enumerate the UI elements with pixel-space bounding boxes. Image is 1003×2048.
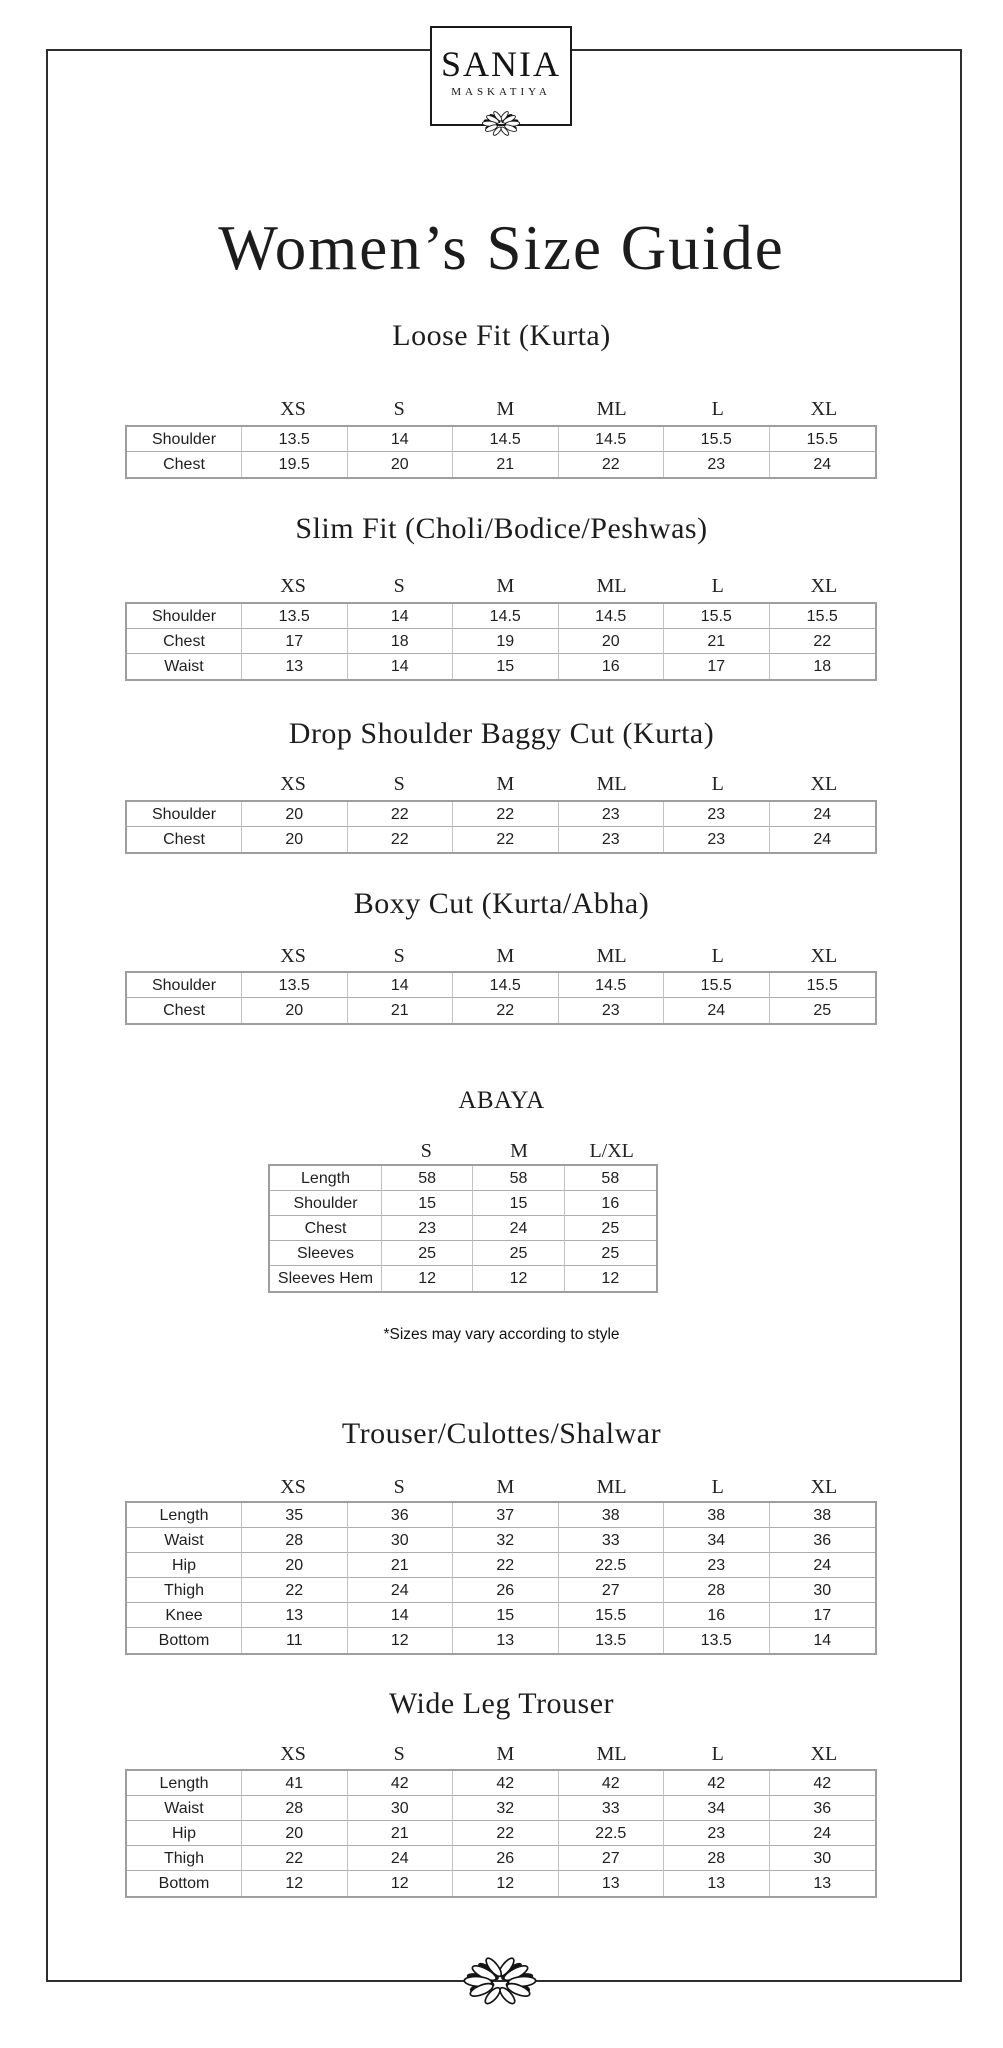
row-label-cell: Bottom	[127, 1628, 242, 1653]
size-value-cell: 13.5	[242, 973, 348, 998]
brand-subtitle: MASKATIYA	[451, 86, 551, 98]
size-value-cell: 16	[559, 654, 665, 679]
size-value-cell: 15.5	[770, 973, 876, 998]
size-table-loose-fit	[125, 425, 877, 479]
size-value-cell: 22	[453, 1821, 559, 1846]
size-value-cell: 13	[559, 1871, 665, 1896]
size-value-cell: 15.5	[664, 427, 770, 452]
size-value-cell: 25	[382, 1241, 473, 1266]
section-heading-loose-fit: Loose Fit (Kurta)	[392, 319, 611, 352]
size-value-cell: 23	[664, 1821, 770, 1846]
size-header-row-loose-fit	[125, 396, 877, 422]
row-label-cell: Length	[127, 1503, 242, 1528]
size-header-label: L	[711, 773, 724, 795]
row-label-cell: Length	[127, 1771, 242, 1796]
size-value-cell: 24	[770, 802, 876, 827]
brand-logo-box	[430, 26, 572, 126]
size-table-drop-shoulder	[125, 800, 877, 854]
size-value-cell: 27	[559, 1846, 665, 1871]
size-header-label: XS	[280, 575, 306, 597]
size-value-cell: 23	[559, 998, 665, 1023]
size-value-cell: 14	[348, 973, 454, 998]
size-value-cell: 38	[559, 1503, 665, 1528]
size-value-cell: 13	[453, 1628, 559, 1653]
size-value-cell: 18	[348, 629, 454, 654]
size-value-cell: 22	[453, 1553, 559, 1578]
row-label-cell: Sleeves	[270, 1241, 382, 1266]
size-value-cell: 14.5	[559, 427, 665, 452]
row-label-cell: Thigh	[127, 1578, 242, 1603]
size-value-cell: 42	[453, 1771, 559, 1796]
size-value-cell: 13.5	[242, 427, 348, 452]
size-value-cell: 15.5	[770, 604, 876, 629]
size-value-cell: 28	[664, 1578, 770, 1603]
size-value-cell: 22	[453, 998, 559, 1023]
size-value-cell: 14.5	[559, 973, 665, 998]
size-value-cell: 22	[453, 802, 559, 827]
size-header-row-wide-leg	[125, 1741, 877, 1767]
size-value-cell: 24	[348, 1578, 454, 1603]
size-value-cell: 13.5	[664, 1628, 770, 1653]
size-value-cell: 23	[664, 1553, 770, 1578]
laurel-leaves-icon	[468, 110, 534, 138]
size-value-cell: 27	[559, 1578, 665, 1603]
size-value-cell: 20	[242, 1821, 348, 1846]
size-value-cell: 12	[348, 1628, 454, 1653]
section-heading-abaya: ABAYA	[458, 1087, 545, 1114]
size-value-cell: 30	[348, 1528, 454, 1553]
size-value-cell: 14	[348, 1603, 454, 1628]
size-value-cell: 22	[559, 452, 665, 477]
size-value-cell: 42	[770, 1771, 876, 1796]
size-header-spacer	[268, 1138, 380, 1164]
size-value-cell: 22	[453, 827, 559, 852]
size-value-cell: 58	[473, 1166, 564, 1191]
size-header-label: L	[711, 1743, 724, 1765]
size-header-label: M	[496, 1743, 515, 1765]
size-note: *Sizes may vary according to style	[383, 1326, 620, 1343]
size-value-cell: 37	[453, 1503, 559, 1528]
row-label-cell: Chest	[127, 998, 242, 1023]
size-value-cell: 28	[242, 1796, 348, 1821]
size-header-label: S	[393, 575, 405, 597]
size-table-wide-leg	[125, 1769, 877, 1898]
size-value-cell: 58	[382, 1166, 473, 1191]
size-value-cell: 15	[453, 1603, 559, 1628]
size-value-cell: 11	[242, 1628, 348, 1653]
row-label-cell: Shoulder	[127, 802, 242, 827]
size-value-cell: 28	[664, 1846, 770, 1871]
size-header-label: ML	[596, 398, 627, 420]
size-value-cell: 13	[664, 1871, 770, 1896]
size-value-cell: 14.5	[453, 973, 559, 998]
size-value-cell: 20	[242, 827, 348, 852]
size-header-label: XS	[280, 945, 306, 967]
size-value-cell: 13.5	[559, 1628, 665, 1653]
size-value-cell: 24	[770, 1821, 876, 1846]
size-value-cell: 14	[348, 604, 454, 629]
size-header-spacer	[125, 396, 240, 422]
size-value-cell: 26	[453, 1578, 559, 1603]
size-header-label: L	[711, 398, 724, 420]
row-label-cell: Hip	[127, 1821, 242, 1846]
size-value-cell: 24	[473, 1216, 564, 1241]
size-header-label: XL	[810, 773, 838, 795]
size-value-cell: 22	[348, 827, 454, 852]
size-value-cell: 13.5	[242, 604, 348, 629]
size-value-cell: 12	[473, 1266, 564, 1291]
size-value-cell: 23	[664, 827, 770, 852]
row-label-cell: Waist	[127, 654, 242, 679]
size-value-cell: 30	[770, 1578, 876, 1603]
size-value-cell: 19.5	[242, 452, 348, 477]
size-header-label: M	[496, 575, 515, 597]
size-value-cell: 42	[559, 1771, 665, 1796]
size-value-cell: 21	[348, 998, 454, 1023]
size-value-cell: 16	[664, 1603, 770, 1628]
size-value-cell: 22.5	[559, 1821, 665, 1846]
size-value-cell: 24	[348, 1846, 454, 1871]
size-header-row-abaya	[268, 1138, 658, 1164]
size-value-cell: 17	[664, 654, 770, 679]
size-value-cell: 22	[242, 1846, 348, 1871]
size-header-label: M	[510, 1140, 528, 1162]
size-value-cell: 20	[242, 1553, 348, 1578]
size-header-label: XL	[810, 1743, 838, 1765]
size-header-label: L	[711, 1476, 724, 1498]
size-value-cell: 28	[242, 1528, 348, 1553]
size-value-cell: 20	[242, 802, 348, 827]
row-label-cell: Sleeves Hem	[270, 1266, 382, 1291]
row-label-cell: Shoulder	[127, 604, 242, 629]
size-header-label: ML	[596, 1743, 627, 1765]
size-value-cell: 36	[770, 1528, 876, 1553]
size-header-label: XL	[810, 575, 838, 597]
section-heading-drop-shoulder: Drop Shoulder Baggy Cut (Kurta)	[288, 717, 715, 750]
size-value-cell: 24	[664, 998, 770, 1023]
size-value-cell: 30	[348, 1796, 454, 1821]
size-value-cell: 33	[559, 1528, 665, 1553]
size-value-cell: 34	[664, 1528, 770, 1553]
size-value-cell: 41	[242, 1771, 348, 1796]
size-header-label: S	[393, 773, 405, 795]
laurel-leaves-icon	[437, 1955, 563, 2009]
size-value-cell: 14.5	[453, 604, 559, 629]
size-header-label: S	[420, 1140, 432, 1162]
size-value-cell: 12	[242, 1871, 348, 1896]
size-header-spacer	[125, 573, 240, 599]
size-value-cell: 15.5	[664, 973, 770, 998]
size-value-cell: 23	[382, 1216, 473, 1241]
row-label-cell: Bottom	[127, 1871, 242, 1896]
size-value-cell: 25	[565, 1241, 656, 1266]
size-header-label: S	[393, 945, 405, 967]
size-header-label: ML	[596, 945, 627, 967]
row-label-cell: Shoulder	[127, 973, 242, 998]
size-value-cell: 15	[382, 1191, 473, 1216]
size-value-cell: 58	[565, 1166, 656, 1191]
size-value-cell: 24	[813, 831, 832, 848]
size-value-cell: 30	[770, 1846, 876, 1871]
size-value-cell: 34	[664, 1796, 770, 1821]
size-value-cell: 15.5	[770, 427, 876, 452]
size-value-cell: 23	[664, 452, 770, 477]
row-label-cell: Shoulder	[270, 1191, 382, 1216]
size-header-label: S	[393, 1743, 405, 1765]
size-value-cell: 15	[473, 1191, 564, 1216]
size-value-cell: 22.5	[559, 1553, 665, 1578]
size-header-label: ML	[596, 773, 627, 795]
section-heading-wide-leg: Wide Leg Trouser	[388, 1687, 615, 1720]
size-value-cell: 38	[664, 1503, 770, 1528]
size-value-cell: 23	[559, 802, 665, 827]
page-title: Women’s Size Guide	[218, 213, 785, 283]
size-value-cell: 24	[770, 1553, 876, 1578]
size-header-label: XL	[810, 945, 838, 967]
size-value-cell: 12	[382, 1266, 473, 1291]
size-value-cell: 14.5	[453, 427, 559, 452]
brand-name: SANIA	[440, 44, 561, 84]
size-header-spacer	[125, 1474, 240, 1500]
size-header-label: M	[496, 945, 515, 967]
size-value-cell: 33	[559, 1796, 665, 1821]
size-value-cell: 15.5	[559, 1603, 665, 1628]
size-header-label: L/XL	[589, 1140, 634, 1162]
size-header-label: XS	[280, 1476, 306, 1498]
size-value-cell: 14	[348, 427, 454, 452]
size-value-cell: 32	[453, 1796, 559, 1821]
row-label-cell: Knee	[127, 1603, 242, 1628]
size-value-cell: 20	[559, 629, 665, 654]
row-label-cell: Chest	[127, 827, 242, 852]
size-value-cell: 25	[473, 1241, 564, 1266]
size-value-cell: 19	[453, 629, 559, 654]
size-header-label: XS	[280, 398, 306, 420]
size-header-row-boxy-cut	[125, 943, 877, 969]
size-value-cell: 17	[242, 629, 348, 654]
size-header-label: XS	[280, 773, 306, 795]
size-value-cell: 42	[664, 1771, 770, 1796]
size-header-row-trouser	[125, 1474, 877, 1500]
size-value-cell: 13	[242, 654, 348, 679]
size-header-row-drop-shoulder	[125, 771, 877, 797]
size-value-cell: 21	[348, 1821, 454, 1846]
size-value-cell: 42	[348, 1771, 454, 1796]
section-heading-trouser: Trouser/Culottes/Shalwar	[341, 1417, 662, 1450]
size-header-label: S	[393, 1476, 405, 1498]
size-header-label: M	[496, 1476, 515, 1498]
size-table-boxy-cut	[125, 971, 877, 1025]
size-value-cell: 13	[813, 1875, 832, 1892]
row-label-cell: Shoulder	[127, 427, 242, 452]
size-value-cell: 12	[601, 1270, 620, 1287]
size-table-abaya	[268, 1164, 658, 1293]
size-header-label: XL	[810, 1476, 838, 1498]
size-value-cell: 23	[664, 802, 770, 827]
row-label-cell: Hip	[127, 1553, 242, 1578]
row-label-cell: Thigh	[127, 1846, 242, 1871]
size-value-cell: 20	[348, 452, 454, 477]
size-value-cell: 22	[770, 629, 876, 654]
size-header-label: XL	[810, 398, 838, 420]
size-value-cell: 15	[453, 654, 559, 679]
size-value-cell: 38	[770, 1503, 876, 1528]
size-header-label: ML	[596, 575, 627, 597]
section-heading-slim-fit: Slim Fit (Choli/Bodice/Peshwas)	[295, 512, 708, 545]
size-value-cell: 16	[565, 1191, 656, 1216]
size-header-label: M	[496, 398, 515, 420]
row-label-cell: Chest	[127, 452, 242, 477]
size-value-cell: 20	[242, 998, 348, 1023]
size-value-cell: 26	[453, 1846, 559, 1871]
size-header-label: M	[496, 773, 515, 795]
row-label-cell: Waist	[127, 1796, 242, 1821]
size-value-cell: 14	[813, 1632, 832, 1649]
size-value-cell: 36	[770, 1796, 876, 1821]
size-value-cell: 15.5	[664, 604, 770, 629]
size-value-cell: 32	[453, 1528, 559, 1553]
size-table-trouser	[125, 1501, 877, 1655]
size-header-spacer	[125, 771, 240, 797]
size-value-cell: 21	[453, 452, 559, 477]
size-header-label: L	[711, 945, 724, 967]
row-label-cell: Chest	[270, 1216, 382, 1241]
size-table-slim-fit	[125, 602, 877, 681]
size-value-cell: 22	[242, 1578, 348, 1603]
size-header-label: XS	[280, 1743, 306, 1765]
size-value-cell: 17	[770, 1603, 876, 1628]
size-header-spacer	[125, 943, 240, 969]
size-value-cell: 14.5	[559, 604, 665, 629]
size-value-cell: 24	[813, 456, 832, 473]
size-value-cell: 21	[664, 629, 770, 654]
size-value-cell: 12	[348, 1871, 454, 1896]
size-value-cell: 22	[348, 802, 454, 827]
size-value-cell: 23	[559, 827, 665, 852]
size-header-label: S	[393, 398, 405, 420]
size-value-cell: 13	[242, 1603, 348, 1628]
size-value-cell: 25	[813, 1002, 832, 1019]
size-value-cell: 36	[348, 1503, 454, 1528]
size-value-cell: 25	[565, 1216, 656, 1241]
size-value-cell: 12	[453, 1871, 559, 1896]
section-heading-boxy-cut: Boxy Cut (Kurta/Abha)	[353, 887, 650, 920]
size-value-cell: 18	[813, 658, 832, 675]
row-label-cell: Chest	[127, 629, 242, 654]
size-value-cell: 14	[348, 654, 454, 679]
size-value-cell: 21	[348, 1553, 454, 1578]
size-header-row-slim-fit	[125, 573, 877, 599]
size-header-label: ML	[596, 1476, 627, 1498]
size-header-label: L	[711, 575, 724, 597]
row-label-cell: Length	[270, 1166, 382, 1191]
size-header-spacer	[125, 1741, 240, 1767]
size-value-cell: 35	[242, 1503, 348, 1528]
row-label-cell: Waist	[127, 1528, 242, 1553]
